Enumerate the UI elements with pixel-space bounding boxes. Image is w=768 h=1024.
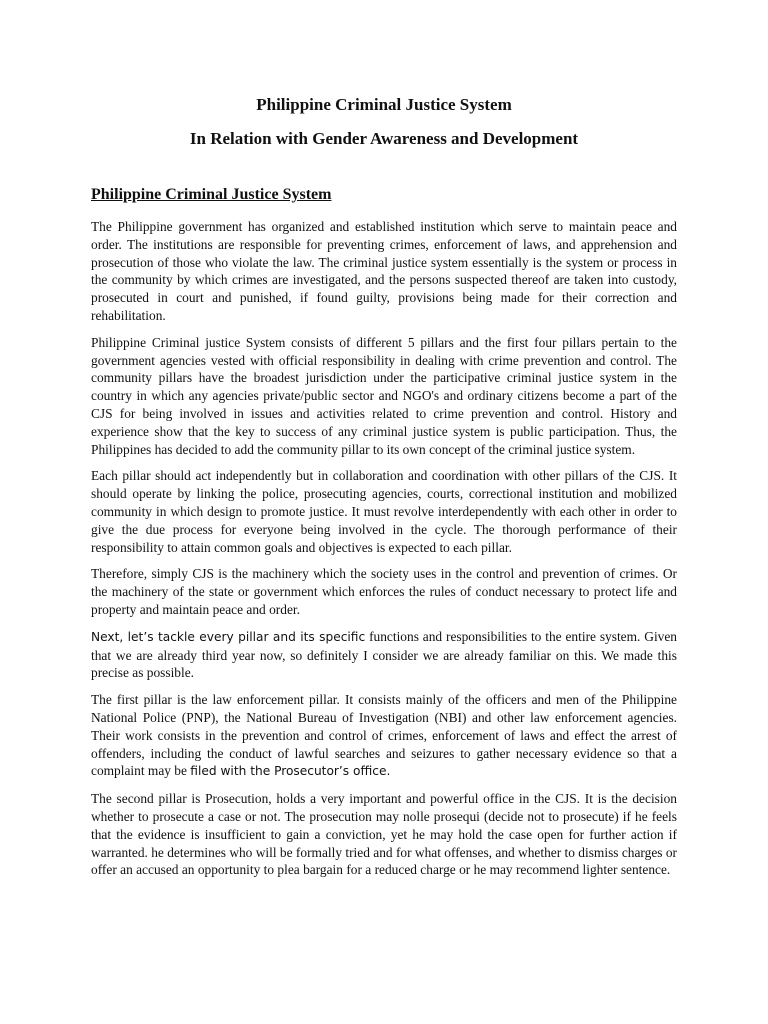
paragraph-next xyxy=(91,628,677,682)
paragraph-pillars: Philippine Criminal justice System consists of different 5 pillars and the first four pillars pertain to the government agencies vested with official responsibility in dealing with crime prevention and control. The community pillars have the broadest jurisdiction under the participative criminal justice system in the country in which any agencies private/public sector and NGO's and ordinary citizens become a part of the CJS for being involved in issues and activities related to crime prevention and control. History and experience show that the key to success of any criminal justice system is public participation. Thus, the Philippines has decided to add the community pillar to its own concept of the criminal justice system. xyxy=(91,334,677,457)
section-heading: Philippine Criminal Justice System xyxy=(91,186,332,203)
paragraph-first-pillar-tail: filed with the Prosecutor’s office. xyxy=(190,764,391,779)
paragraph-intro: The Philippine government has organized and established institution which serve to maintain peace and order. The institutions are responsible for preventing crimes, enforcement of laws, and apprehension and prosecution of those who violate the law. The criminal justice system essentially is the system or process in the community by which crimes are investigated, and the persons suspected thereof are taken into custody, prosecuted in court and punished, if found guilty, provisions being made for their correction and rehabilitation. xyxy=(91,219,677,323)
paragraph-first-pillar xyxy=(91,691,677,781)
document-subtitle: In Relation with Gender Awareness and Development xyxy=(189,129,579,148)
paragraph-first-pillar-main: The first pillar is the law enforcement pillar. It consists mainly of the officers and men of the Philippine National Police (PNP), the National Bureau of Investigation (NBI) and other law enforcement agencies. Their work consists in the prevention and control of crimes, enforcement of laws and effect the arrest of offenders, including the conduct of lawful searches and seizures to gather necessary evidence so that a complaint may be xyxy=(91,692,677,779)
paragraph-independence: Each pillar should act independently but in collaboration and coordination with other pillars of the CJS. It should operate by linking the police, prosecuting agencies, courts, correctional institution and mobilized community in which design to promote justice. It must revolve interdependently with each other in order to give the due process for everyone being involved in the cycle. The thorough performance of their responsibility to attain common goals and objectives is expected to each pillar. xyxy=(91,468,677,555)
paragraph-second-pillar: The second pillar is Prosecution, holds a very important and powerful office in the CJS. It is the decision whether to prosecute a case or not. The prosecution may nolle prosequi (decide not to prosecute) if he feels that the evidence is insufficient to gain a conviction, yet he may hold the case open for further action if warranted. he determines who will be formally tried and for what offenses, and whether to dismiss charges or offer an accused an opportunity to plea bargain for a reduced charge or he may recommend lighter sentence. xyxy=(91,791,677,878)
paragraph-next-lead: Next, let’s tackle every pillar and its specific xyxy=(91,629,366,644)
document-title: Philippine Criminal Justice System xyxy=(256,95,512,114)
paragraph-next-rest: functions and responsibilities to the entire system. Given that we are already third year now, so definitely I consider we are already familiar on this. We made this precise as possible. xyxy=(91,628,677,681)
paragraph-machinery: Therefore, simply CJS is the machinery which the society uses in the control and prevention of crimes. Or the machinery of the state or government which enforces the rules of conduct necessary to protect life and property and maintain peace and order. xyxy=(91,566,677,617)
